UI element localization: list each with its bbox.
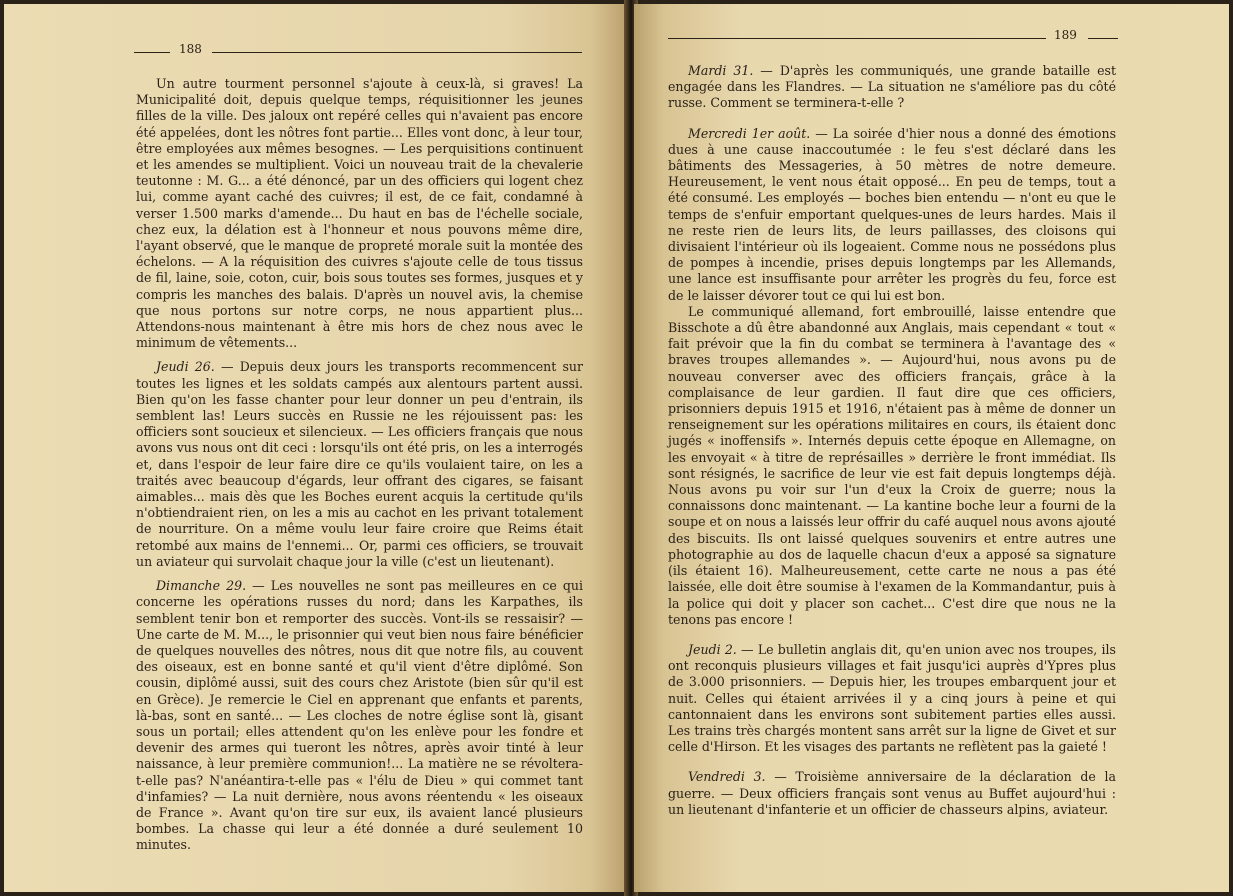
paragraph: Dimanche 29. — Les nouvelles ne sont pas meilleures en ce qui concerne les opérations russes du nord; dans les Karpathes, ils semblent tenir bon et remporter des succès. Vont-ils se ressaisir? — Une carte de M. M..., le prisonnier qui veut bien nous faire bénéficier de quelques nouvelles des nôtres, nous dit que notre fils, au couvent des oiseaux, est en bonne santé et qu'il vient d'être diplômé. Son cousin, diplômé aussi, suit des cours chez Aristote (bien sûr qu'il est en Grèce). Je remercie le Ciel en apprenant que enfants et parents, là-bas, sont en santé... — Les cloches de notre église sont là, gisant sous un portail; elles attendent qu'on les enlève pour les fondre et devenir des armes qui tueront les nôtres, après avoir tinté à leur naissance, à leur première communion!... La matière ne se révoltera-t-elle pas? N'anéantira-t-elle pas « l'élu de Dieu » qui commet tant d'infamies? — La nuit dernière, nous avons réentendu « les oiseaux de France ». Avant qu'on tire sur eux, ils avaient lancé plusieurs bombes. La chasse qui leur a été donnée a duré seulement 10 minutes. bbox=[136, 578, 583, 853]
paragraph: Jeudi 2. — Le bulletin anglais dit, qu'en union avec nos troupes, ils ont reconquis plusieurs villages et fait jusqu'ici auprès d'Ypres plus de 3.000 prisonniers. — Depuis hier, les troupes embarquent jour et nuit. Celles qui étaient arrivées il y a cinq jours à peine et qui cantonnaient dans les environs sont subitement parties elles aussi. Les trains très chargés montent sans arrêt sur la ligne de Givet et sur celle d'Hirson. Et les visages des partants ne reflètent pas la gaieté ! bbox=[668, 641, 1116, 755]
page-number: 188 bbox=[179, 42, 202, 56]
paragraph: Le communiqué allemand, fort embrouillé, laisse entendre que Bisschote a dû être abandonné aux Anglais, mais cependant « tout « fait prévoir que la fin du combat se terminera à l'avantage des « braves troupes allemandes ». — Aujourd'hui, nous avons pu de nouveau converser avec des officiers français, grâce à la complaisance de leur gardien. Il faut dire que ces officiers, prisonniers depuis 1915 et 1916, n'étaient pas à même de donner un renseignement sur les opérations militaires en cours, ils étaient donc jugés « inoffensifs ». Internés depuis cette époque en Allemagne, on les envoyait « à titre de représailles » derrière le front immédiat. Ils sont résignés, le sacrifice de leur vie est fait depuis longtemps déjà. Nous avons pu voir sur l'un d'eux la Croix de guerre; nous la connaissons donc maintenant. — La kantine boche leur a fourni de la soupe et on nous a laissés leur offrir du café auquel nous avons ajouté des biscuits. Ils ont laissé quelques souvenirs et entre autres une photographie au dos de laquelle chacun d'eux a apposé sa signature (ils étaient 16). Malheureusement, cette carte ne nous a pas été laissée, elle doit être soumise à l'examen de la Kommandantur, puis à la police qui doit y placer son cachet... C'est dire que nous ne la tenons pas encore ! bbox=[668, 303, 1116, 627]
right-page bbox=[634, 4, 1229, 892]
entry-date: Jeudi 26. bbox=[156, 359, 215, 375]
entry-date: Jeudi 2. bbox=[688, 641, 737, 657]
paragraph: Un autre tourment personnel s'ajoute à ceux-là, si graves! La Municipalité doit, depuis quelque temps, réquisitionner les jeunes filles de la ville. Des jaloux ont repéré celles qui n'avaient pas encore été appelées, dont les nôtres font partie... Elles vont donc, à leur tour, être employées aux mêmes besognes. — Les perquisitions continuent et les amendes se multiplient. Voici un nouveau trait de la chevalerie teutonne : M. G... a été dénoncé, par un des officiers qui logent chez lui, comme ayant caché des cuivres; il est, de ce fait, condamné à verser 1.500 marks d'amende... Du haut en bas de l'échelle sociale, chez eux, la délation est à l'honneur et nous pouvons même dire, l'ayant observé, que le manque de propreté morale suit la montée des échelons. — A la réquisition des cuivres s'ajoute celle de tous tissus de fil, laine, soie, coton, cuir, bois sous toutes ses formes, jusques et y compris les manches des balais. D'après un nouvel avis, la chemise que nous portons sur notre corps, ne nous appartient plus... Attendons-nous maintenant à être mis hors de chez nous avec le minimum de vêtements... bbox=[136, 76, 583, 351]
right-page-text bbox=[668, 63, 1116, 818]
left-page-header bbox=[134, 42, 582, 60]
entry-date: Vendredi 3. bbox=[688, 769, 766, 785]
left-page-text bbox=[136, 76, 583, 854]
paragraph: Mardi 31. — D'après les communiqués, une grande bataille est engagée dans les Flandres. — La situation ne s'améliore pas du côté russe. Comment se terminera-t-elle ? bbox=[668, 63, 1116, 111]
page-number: 189 bbox=[1054, 28, 1077, 42]
paragraph: Vendredi 3. — Troisième anniversaire de la déclaration de la guerre. — Deux officiers français sont venus au Buffet aujourd'hui : un lieutenant d'infanterie et un officier de chasseurs alpins, aviateur. bbox=[668, 769, 1117, 817]
paragraph: Mercredi 1er août. — La soirée d'hier nous a donné des émotions dues à une cause inaccoutumée : le feu s'est déclaré dans les bâtiments des Messageries, à 50 mètres de notre demeure. Heureusement, le vent nous était opposé... En peu de temps, tout a été consumé. Les employés — boches bien entendu — n'ont eu que le temps de s'enfuir emportant quelques-unes de leurs hardes. Mais il ne reste rien de leurs lits, de leurs paillasses, des cloisons qui divisaient l'intérieur où ils logeaient. Comme nous ne possédons plus de pompes à incendie, prises depuis longtemps par les Allemands, une lance est insuffisante pour arrêter les progrès du feu, force est de le laisser dévorer tout ce qui lui est bon. bbox=[668, 125, 1117, 303]
header-rule bbox=[212, 52, 582, 53]
paragraph: Jeudi 26. — Depuis deux jours les transports recommencent sur toutes les lignes et les soldats campés aux alentours partent aussi. Bien qu'on les fasse chanter pour leur donner un peu d'entrain, ils semblent las! Leurs succès en Russie ne les réjouissent pas: les officiers sont soucieux et silencieux. — Les officiers français que nous avons vus nous ont dit ceci : lorsqu'ils ont été pris, on les a interrogés et, dans l'espoir de leur faire dire ce qu'ils voulaient taire, on les a traités avec beaucoup d'égards, leur offrant des cigares, se faisant aimables... mais dès que les Boches eurent acquis la certitude qu'ils n'obtiendraient rien, on les a mis au cachot en les privant totalement de nourriture. On a même voulu leur faire croire que Reims était retombé aux mains de l'ennemi... Or, parmi ces officiers, se trouvait un aviateur qui survolait chaque jour la ville (c'est un lieutenant). bbox=[136, 359, 583, 569]
right-page-header bbox=[668, 28, 1118, 46]
header-rule bbox=[668, 38, 1046, 39]
header-rule bbox=[134, 52, 170, 53]
entry-date: Mercredi 1er août. bbox=[688, 125, 811, 141]
left-page bbox=[4, 4, 628, 892]
entry-date: Mardi 31. bbox=[688, 63, 754, 78]
entry-date: Dimanche 29. bbox=[156, 578, 247, 594]
header-rule bbox=[1088, 38, 1118, 39]
